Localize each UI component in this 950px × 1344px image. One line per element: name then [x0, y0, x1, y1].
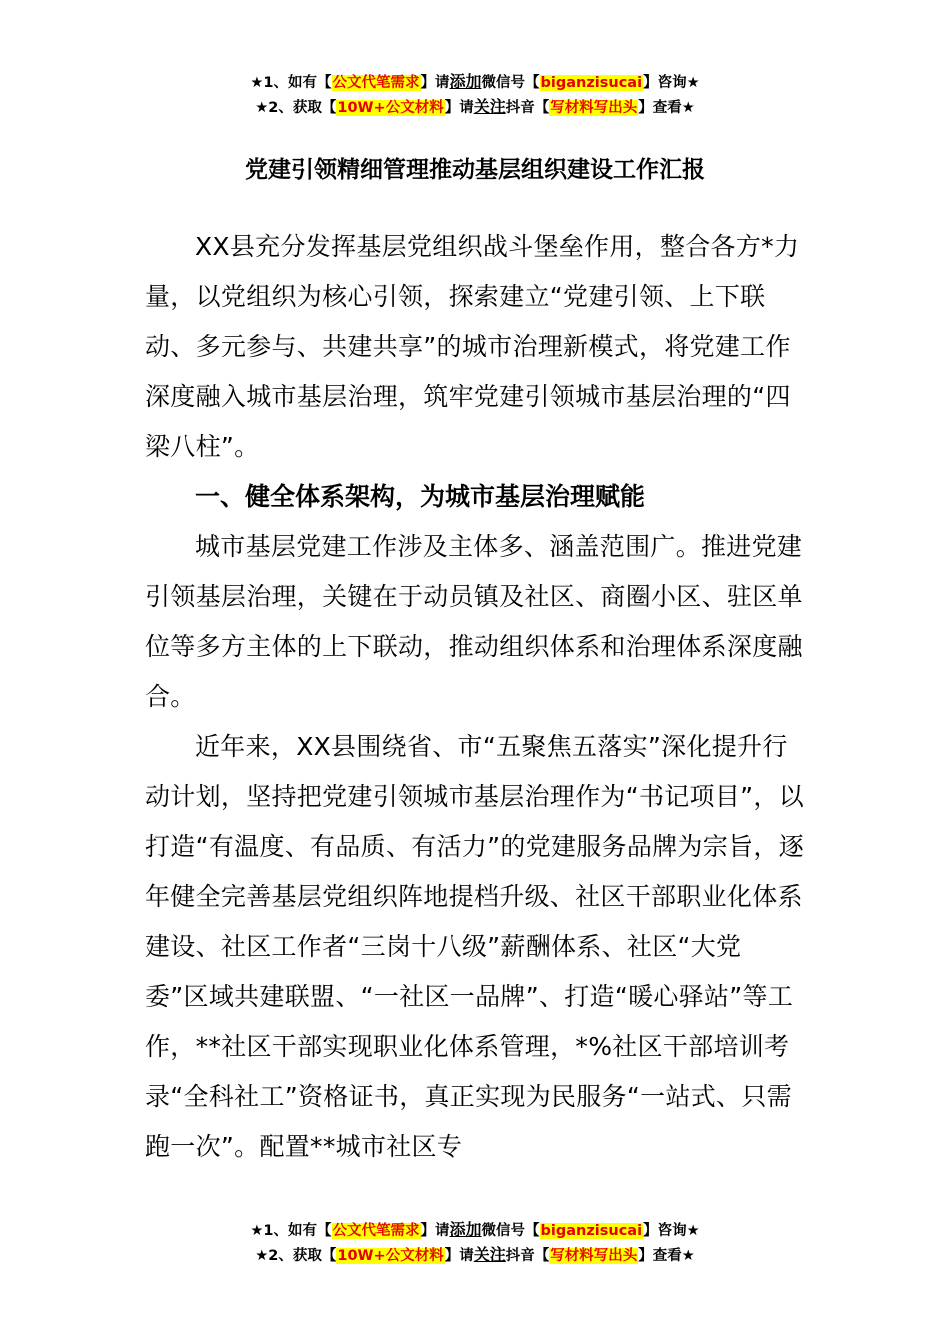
promo-emphasis: 添加 — [449, 1220, 482, 1239]
promo-text: 微信号【 — [481, 75, 540, 91]
promo-highlight-wechat: biganzisucai — [540, 1223, 643, 1239]
document-body — [145, 222, 805, 1172]
promo-highlight: 10W+公文材料 — [337, 100, 444, 116]
body-paragraph: 近年来，XX县围绕省、市“五聚焦五落实”深化提升行动计划，坚持把党建引领城市基层治理作为“书记项目”，以打造“有温度、有品质、有活力”的党建服务品牌为宗旨，逐年健全完善基层党组织阵地提档升级、社区干部职业化体系建设、社区工作者“三岗十八级”薪酬体系、社区“大党委”区域共建联盟、“一社区一品牌”、打造“暖心驿站”等工作，**社区干部实现职业化体系管理，*%社区干部培训考录“全科社工”资格证书，真正实现为民服务“一站式、只需跑一次”。配置**城市社区专 — [145, 732, 805, 1161]
promo-text: 抖音【 — [505, 100, 550, 116]
section-heading: 一、健全体系架构，为城市基层治理赋能 — [195, 482, 646, 511]
promo-emphasis: 关注 — [473, 1245, 506, 1264]
star-icon: ★ — [686, 1223, 700, 1239]
promo-highlight: 10W+公文材料 — [337, 1248, 444, 1264]
promo-text: 】请 — [420, 75, 450, 91]
star-icon: ★ — [255, 1248, 269, 1264]
body-paragraph: 城市基层党建工作涉及主体多、涵盖范围广。推进党建引领基层治理，关键在于动员镇及社区、商圈小区、驻区单位等多方主体的上下联动，推动组织体系和治理体系深度融合。 — [145, 532, 803, 711]
promo-emphasis: 关注 — [473, 97, 506, 116]
star-icon: ★ — [255, 100, 269, 116]
promo-text: 】咨询 — [643, 75, 687, 91]
promo-highlight-douyin: 写材料写出头 — [550, 100, 638, 116]
star-icon: ★ — [681, 100, 695, 116]
promo-text: 1、如有【 — [263, 75, 332, 91]
promo-banner-bottom — [0, 1218, 950, 1268]
promo-text: 】请 — [444, 100, 474, 116]
promo-text: 】请 — [420, 1223, 450, 1239]
promo-text: 抖音【 — [505, 1248, 550, 1264]
star-icon: ★ — [250, 1223, 264, 1239]
promo-text: 微信号【 — [481, 1223, 540, 1239]
promo-line-1 — [0, 70, 950, 95]
promo-line-1 — [0, 1218, 950, 1243]
promo-highlight-wechat: biganzisucai — [540, 75, 643, 91]
promo-highlight: 公文代笔需求 — [332, 75, 420, 91]
promo-line-2 — [0, 95, 950, 120]
promo-line-2 — [0, 1243, 950, 1268]
intro-paragraph: XX县充分发挥基层党组织战斗堡垒作用，整合各方*力量，以党组织为核心引领，探索建立“党建引领、上下联动、多元参与、共建共享”的城市治理新模式，将党建工作深度融入城市基层治理，筑牢党建引领城市基层治理的“四梁八柱”。 — [145, 232, 800, 461]
promo-text: 】查看 — [638, 1248, 682, 1264]
promo-text: 】请 — [444, 1248, 474, 1264]
promo-emphasis: 添加 — [449, 72, 482, 91]
promo-text: 2、获取【 — [268, 1248, 337, 1264]
promo-text: 1、如有【 — [263, 1223, 332, 1239]
promo-highlight-douyin: 写材料写出头 — [550, 1248, 638, 1264]
document-title: 党建引领精细管理推动基层组织建设工作汇报 — [245, 157, 705, 183]
promo-banner-top — [0, 70, 950, 120]
promo-text: 】查看 — [638, 100, 682, 116]
star-icon: ★ — [250, 75, 264, 91]
promo-text: 2、获取【 — [268, 100, 337, 116]
promo-text: 】咨询 — [643, 1223, 687, 1239]
star-icon: ★ — [686, 75, 700, 91]
star-icon: ★ — [681, 1248, 695, 1264]
promo-highlight: 公文代笔需求 — [332, 1223, 420, 1239]
